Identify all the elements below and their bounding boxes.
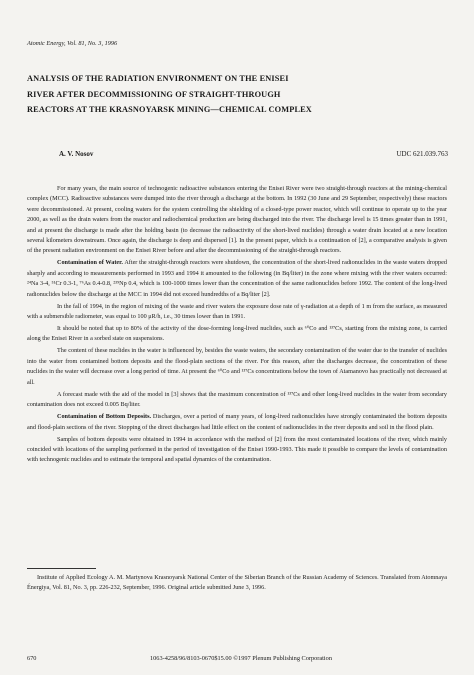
paragraph: A forecast made with the aid of the model in [3] shows that the maximum concentration of ¹³⁷Cs and other long-lived nuclides in the water from secondary contamination does not exceed 0.005 Bq/liter. <box>27 390 447 409</box>
copyright-line: 1063-4258/96/8103-0670$15.00 ©1997 Plenum Publishing Corporation <box>150 655 332 662</box>
section-heading-water: Contamination of Water. <box>57 259 123 267</box>
paragraph: It should be noted that up to 80% of the activity of the dose-forming long-lived nuclides, such as ⁶⁰Co and ¹³⁷Cs, starting from the mixing zone, is carried along the Enisei River in a sorbed state on suspensions. <box>27 325 447 343</box>
author-name: A. V. Nosov <box>59 150 94 158</box>
section-heading-bottom-deposits: Contamination of Bottom Deposits. <box>57 413 152 421</box>
journal-citation: Atomic Energy, Vol. 81, No. 3, 1996 <box>27 40 118 47</box>
footnote-divider <box>27 568 96 569</box>
paragraph-section-water <box>27 258 447 300</box>
article-title: ANALYSIS OF THE RADIATION ENVIRONMENT ON THE ENISEI RIVER AFTER DECOMMISSIONING OF STRAIGHT-THROUGH REACTORS AT THE KRASNOYARSK MINING—CHEMICAL COMPLEX <box>27 74 312 114</box>
udc-code: UDC 621.039.763 <box>396 150 448 158</box>
paragraph-text: Discharges, over a period of many years, of long-lived radionuclides have strongly contaminated the bottom deposits and flood-plain sections of the river. Stopping of the direct discharges had little effect on the content of radionuclides in the river deposits and soil in the flood plain. <box>27 413 447 431</box>
page-number: 670 <box>27 655 37 662</box>
article-body <box>27 184 447 467</box>
paragraph: Samples of bottom deposits were obtained in 1994 in accordance with the method of [2] from the most contaminated locations of the river, which mainly coincided with locations of the sampling performed in the period of investigation of the Enisei 1990-1993. This made it possible to compare the levels of contamination with technogenic nuclides and to estimate the temporal and spatial dynamics of the contamination. <box>27 435 447 464</box>
paragraph: In the fall of 1994, in the region of mixing of the waste and river waters the exposure dose rate of γ-radiation at a depth of 1 m from the surface, as measured with a submersible radiometer, was equal to 100 μR/h, i.e., 30 times lower than in 1991. <box>27 302 447 321</box>
paragraph-text: After the straight-through reactors were shutdown, the concentration of the short-lived radionuclides in the waste waters dropped sharply and according to measurements performed in 1993 and 1994 it amounted to the following (in Bq/liter) in the zone where mixing with the river waters occurred: ²⁴Na 3-4, ⁵¹Cr 0.3-1, ⁷⁶As 0.4-0.8, ²³⁹Np 0.4, which is 100-1000 times lower than the concentration of the same radionuclides before 1992. The content of the long-lived radionuclides below the discharge at the MCC in 1994 did not exceed hundredths of a Bq/liter [2]. <box>27 259 447 298</box>
footnote: Institute of Applied Ecology A. M. Martynova Krasnoyarsk National Center of the Siberian Branch of the Russian Academy of Sciences. Translated from Atomnaya Énergiya, Vol. 81, No. 3, pp. 226-232, September, 1996. Original article submitted June 3, 1996. <box>27 574 447 592</box>
paragraph: For many years, the main source of technogenic radioactive substances entering the Enisei River were two straight-through reactors at the mining-chemical complex (MCC). Radioactive substances were dumped into the river through a discharge at the bottom. In 1992 (30 June and 29 September, respectively) these reactors were decommissioned. At present, cooling waters for the system controlling the shielding of a closed-type power reactor, which will continue to operate up to the year 2000, as well as the drain waters from the reactor and radiochemical production are being discharged into the river. The discharge level is 15 times greater than in 1991, and at present the discharge is made after the holding basin (to decrease the radioactivity of the short-lived nuclides) through a water drain located at a new location several kilometers downstream. Once again, the discharge is deep and dispersed [1]. In the present paper, which is a continuation of [2], a comparative analysis is given of the present radiation environment on the Enisei River before and after the decommissioning of the straight-through reactors. <box>27 185 447 255</box>
paragraph: The content of these nuclides in the water is influenced by, besides the waste waters, the secondary contamination of the water due to the transfer of nuclides into the water from contamined bottom deposits and the flood-plain sections of the river. For this reason, after the discharges decrease, the concentration of these nuclides in the water will decrease over a long period of time. At present the ⁶⁰Co and ¹³⁷Cs concentrations below the town of Atamanovo has practically not decreased at all. <box>27 347 447 386</box>
paragraph-section-bottom-deposits <box>27 412 447 433</box>
